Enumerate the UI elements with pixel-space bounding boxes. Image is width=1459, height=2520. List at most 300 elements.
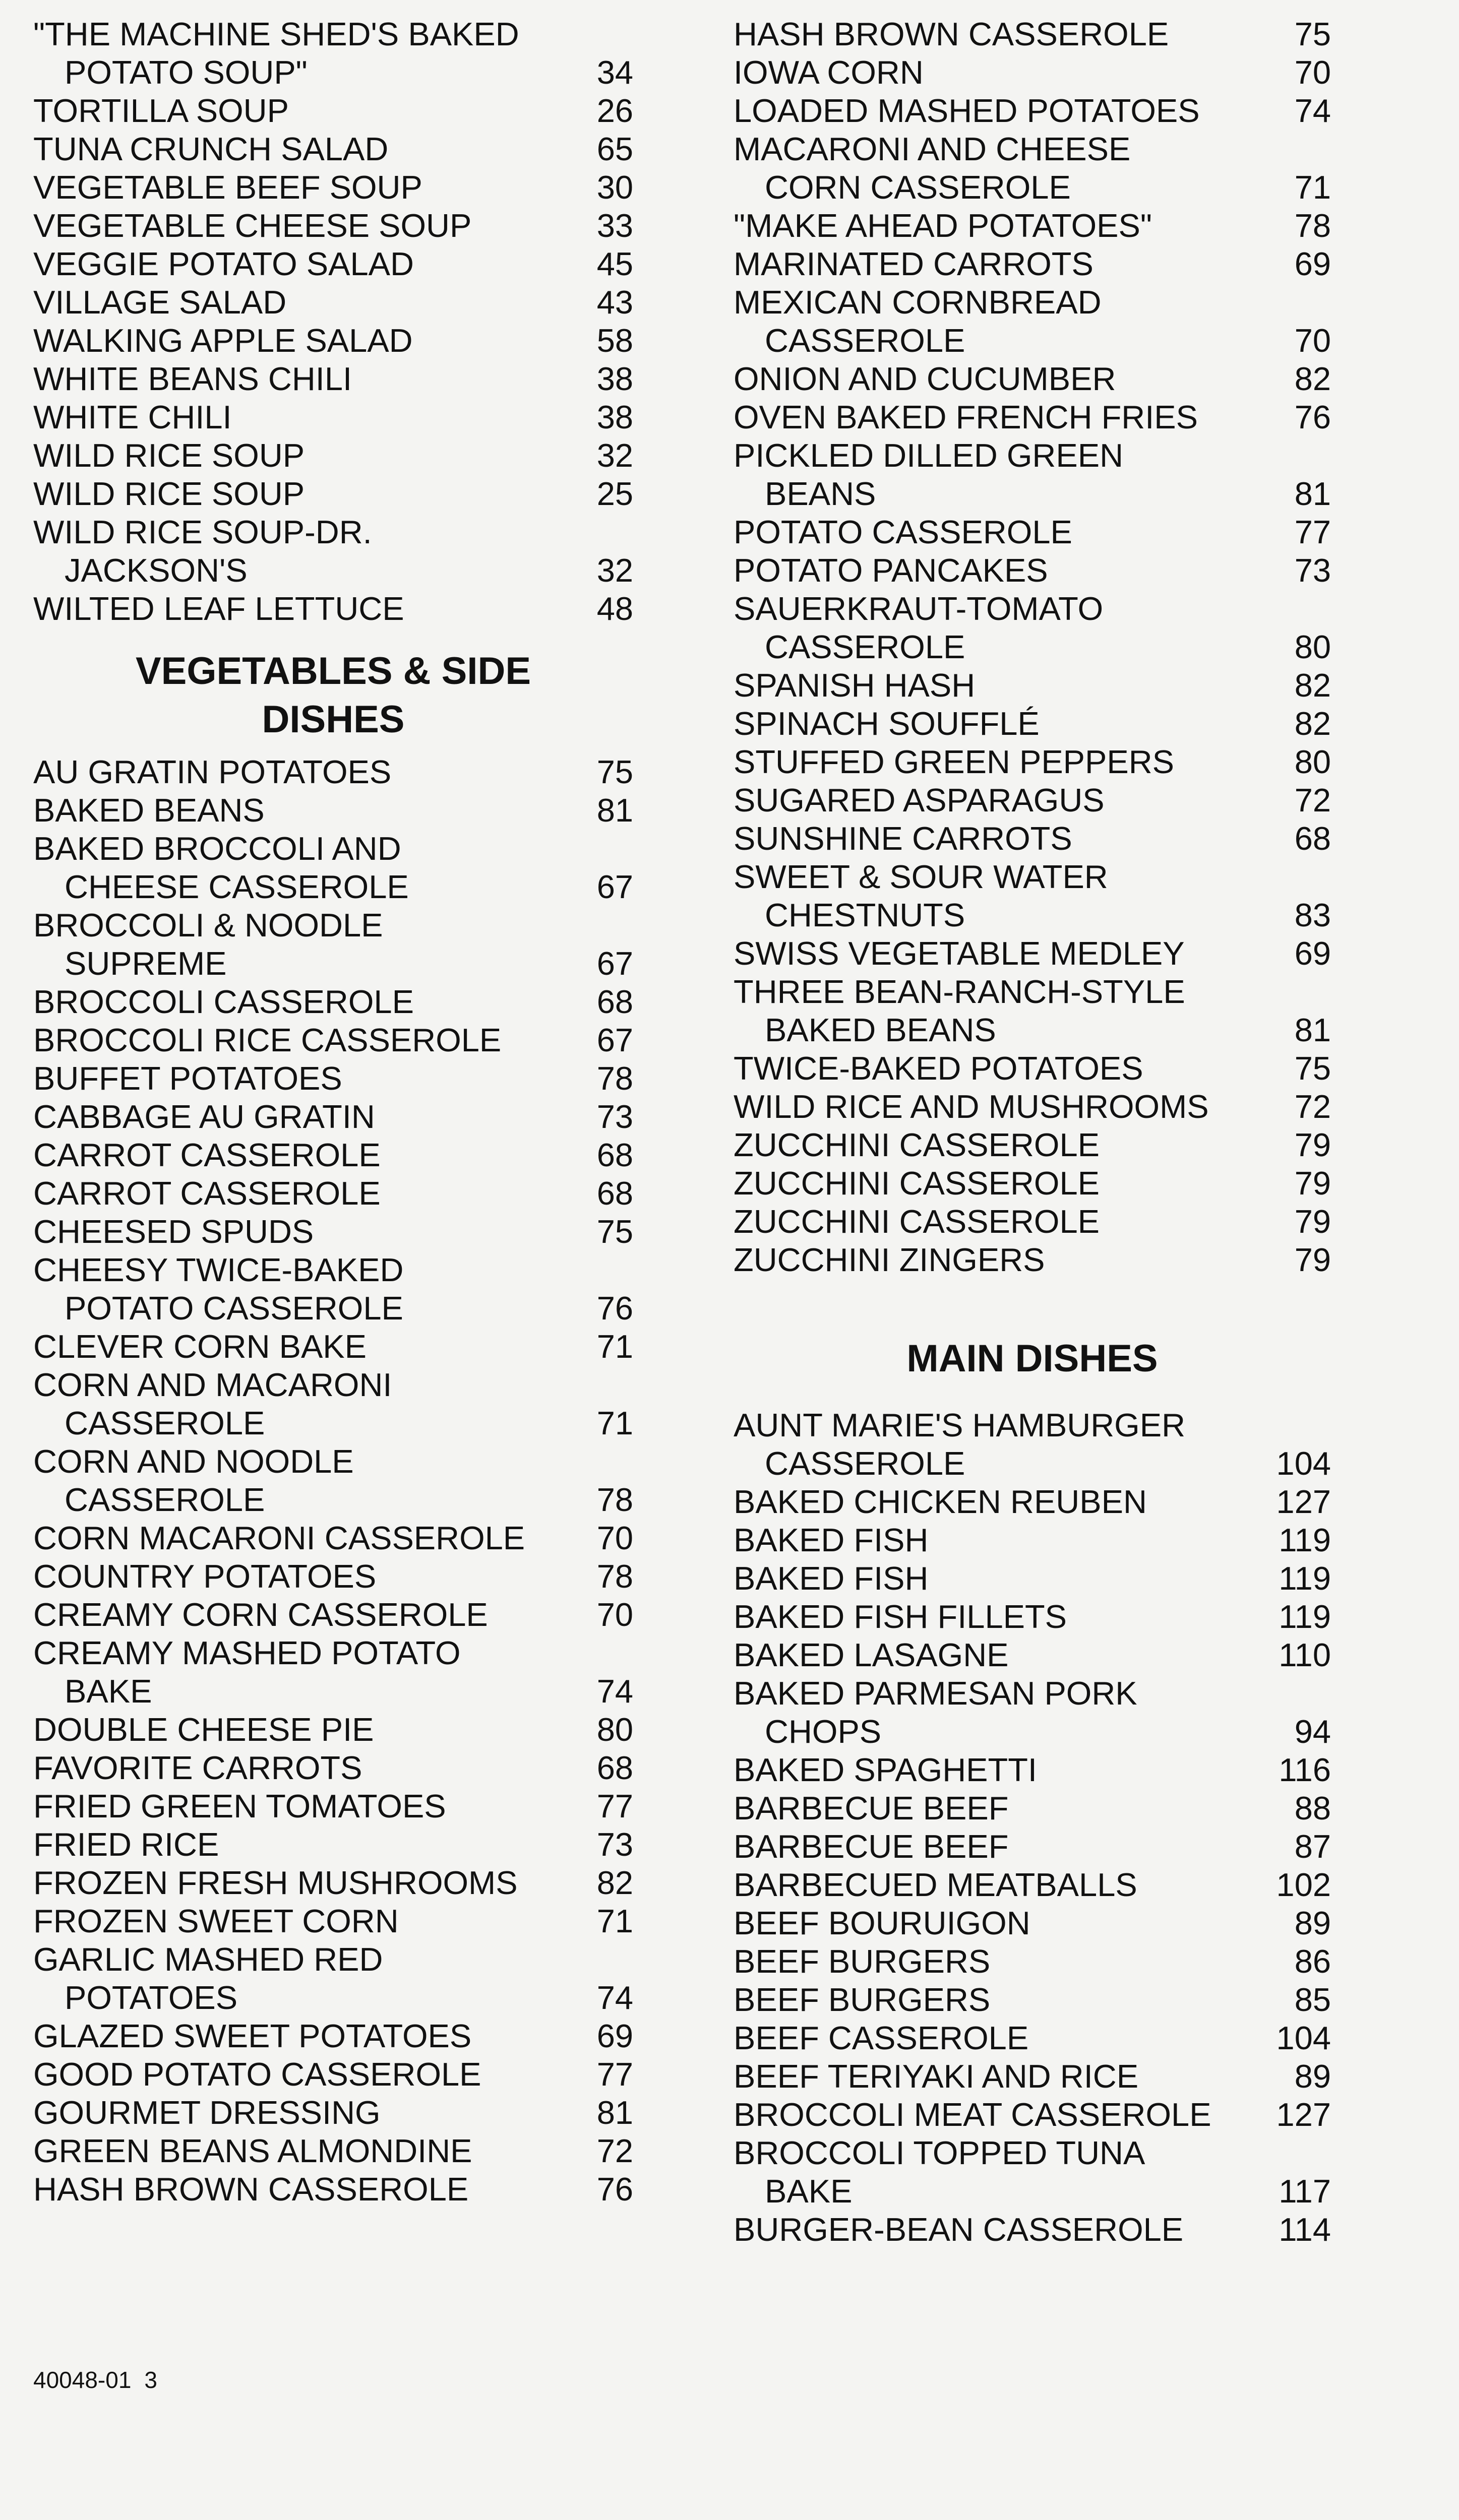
index-entry xyxy=(734,1598,1331,1636)
index-entry xyxy=(33,944,633,983)
entry-page-number: 72 xyxy=(1294,782,1331,818)
entry-page-number: 117 xyxy=(1279,2173,1331,2210)
index-entry xyxy=(33,245,633,283)
entry-page-number: 80 xyxy=(1294,743,1331,780)
entry-page-number: 82 xyxy=(1294,667,1331,704)
entry-page-number: 25 xyxy=(596,475,633,512)
entry-page-number: 67 xyxy=(596,868,633,905)
entry-page-number: 85 xyxy=(1294,1981,1331,2018)
entry-title: BROCCOLI CASSEROLE xyxy=(33,983,414,1020)
entry-title: GLAZED SWEET POTATOES xyxy=(33,2018,472,2054)
entry-page-number: 38 xyxy=(596,399,633,435)
index-entry xyxy=(734,1713,1331,1751)
index-entry xyxy=(734,283,1331,322)
entry-title: SUGARED ASPARAGUS xyxy=(734,782,1105,818)
entry-page-number: 80 xyxy=(1294,628,1331,665)
entry-page-number: 70 xyxy=(596,1520,633,1556)
entry-title: COUNTRY POTATOES xyxy=(33,1558,377,1595)
section-spacer xyxy=(734,1279,1331,1335)
entry-page-number: 94 xyxy=(1294,1713,1331,1750)
index-entry xyxy=(734,398,1331,436)
index-entry xyxy=(734,1981,1331,2019)
index-entry xyxy=(734,2211,1331,2249)
section-spacer xyxy=(33,744,633,753)
left-column xyxy=(33,15,633,2209)
page-footer xyxy=(33,2365,157,2395)
index-entry xyxy=(734,1789,1331,1828)
entry-title: TORTILLA SOUP xyxy=(33,92,289,129)
entry-title: BEEF BURGERS xyxy=(734,1943,991,1980)
entry-title: WALKING APPLE SALAD xyxy=(33,322,413,359)
entry-page-number: 74 xyxy=(596,1673,633,1710)
entry-page-number: 72 xyxy=(596,2132,633,2169)
entry-page-number: 68 xyxy=(596,1137,633,1173)
index-entry xyxy=(33,1940,633,1979)
index-entry xyxy=(33,753,633,791)
entry-title: JACKSON'S xyxy=(65,552,248,589)
entry-title: CARROT CASSEROLE xyxy=(33,1137,381,1173)
index-entry xyxy=(33,1251,633,1289)
entry-title: CHOPS xyxy=(765,1713,882,1750)
entry-title: BROCCOLI RICE CASSEROLE xyxy=(33,1022,502,1058)
entry-title: AUNT MARIE'S HAMBURGER xyxy=(734,1407,1186,1443)
entry-title: ZUCCHINI CASSEROLE xyxy=(734,1126,1100,1163)
index-entry xyxy=(33,1557,633,1596)
index-entry xyxy=(734,666,1331,705)
footer-page-number: 3 xyxy=(144,2367,157,2393)
entry-page-number: 104 xyxy=(1276,2020,1331,2056)
index-entry xyxy=(33,2132,633,2170)
index-entry xyxy=(734,2172,1331,2211)
index-entry xyxy=(33,15,633,53)
entry-page-number: 104 xyxy=(1276,1445,1331,1482)
entry-page-number: 69 xyxy=(1294,245,1331,282)
index-entry xyxy=(33,1634,633,1672)
index-entry xyxy=(33,1442,633,1481)
index-entry xyxy=(734,168,1331,207)
index-entry xyxy=(33,906,633,944)
index-entry xyxy=(734,896,1331,934)
entry-title: VEGGIE POTATO SALAD xyxy=(33,245,414,282)
entry-title: GREEN BEANS ALMONDINE xyxy=(33,2132,472,2169)
entry-title: SWISS VEGETABLE MEDLEY xyxy=(734,935,1185,972)
entry-page-number: 78 xyxy=(596,1481,633,1518)
index-entry xyxy=(33,1596,633,1634)
index-entry xyxy=(734,705,1331,743)
index-entry xyxy=(734,2134,1331,2172)
entry-page-number: 86 xyxy=(1294,1943,1331,1980)
entry-title: CHESTNUTS xyxy=(765,897,965,933)
entry-page-number: 78 xyxy=(596,1558,633,1595)
entry-title: BAKED FISH FILLETS xyxy=(734,1598,1067,1635)
entry-title: BAKED SPAGHETTI xyxy=(734,1751,1037,1788)
entry-title: BEEF BURGERS xyxy=(734,1981,991,2018)
entry-page-number: 110 xyxy=(1279,1636,1331,1673)
index-entry xyxy=(33,1481,633,1519)
entry-page-number: 32 xyxy=(596,552,633,589)
index-entry xyxy=(734,245,1331,283)
entry-title: WILD RICE AND MUSHROOMS xyxy=(734,1088,1209,1125)
index-entry xyxy=(734,1942,1331,1981)
entry-title: POTATO PANCAKES xyxy=(734,552,1048,589)
entry-title: OVEN BAKED FRENCH FRIES xyxy=(734,399,1198,435)
entry-page-number: 48 xyxy=(596,590,633,627)
index-entry xyxy=(734,934,1331,973)
section-heading-line: MAIN DISHES xyxy=(906,1337,1158,1380)
entry-page-number: 82 xyxy=(1294,705,1331,742)
index-entry xyxy=(734,360,1331,398)
section-spacer xyxy=(33,628,633,647)
entry-title: POTATO CASSEROLE xyxy=(734,514,1072,550)
entry-page-number: 69 xyxy=(1294,935,1331,972)
entry-page-number: 81 xyxy=(596,792,633,829)
entry-title: IOWA CORN xyxy=(734,54,924,91)
index-entry xyxy=(33,283,633,322)
index-entry xyxy=(734,973,1331,1011)
entry-page-number: 68 xyxy=(1294,820,1331,857)
entry-page-number: 75 xyxy=(1294,16,1331,52)
entry-title: MEXICAN CORNBREAD xyxy=(734,284,1102,321)
index-entry xyxy=(734,1406,1331,1444)
entry-title: BAKED BROCCOLI AND xyxy=(33,830,401,867)
entry-page-number: 76 xyxy=(596,1290,633,1327)
entry-title: LOADED MASHED POTATOES xyxy=(734,92,1200,129)
index-entry xyxy=(33,2055,633,2094)
index-entry xyxy=(734,628,1331,666)
entry-page-number: 88 xyxy=(1294,1790,1331,1826)
entry-title: SPINACH SOUFFLÉ xyxy=(734,705,1040,742)
index-entry xyxy=(33,868,633,906)
index-entry xyxy=(734,53,1331,92)
entry-page-number: 32 xyxy=(596,437,633,474)
index-entry xyxy=(33,1136,633,1174)
index-entry xyxy=(734,1126,1331,1164)
entry-title: CREAMY CORN CASSEROLE xyxy=(33,1596,488,1633)
entry-title: FROZEN SWEET CORN xyxy=(33,1903,399,1939)
index-entry xyxy=(33,322,633,360)
entry-page-number: 70 xyxy=(1294,322,1331,359)
index-entry xyxy=(734,1674,1331,1713)
entry-page-number: 67 xyxy=(596,945,633,982)
entry-page-number: 68 xyxy=(596,983,633,1020)
entry-title: CASSEROLE xyxy=(65,1481,265,1518)
entry-title: SPANISH HASH xyxy=(734,667,976,704)
entry-title: FRIED GREEN TOMATOES xyxy=(33,1788,446,1824)
index-entry xyxy=(33,1864,633,1902)
index-entry xyxy=(734,1444,1331,1483)
entry-title: WILD RICE SOUP-DR. xyxy=(33,514,372,550)
entry-page-number: 79 xyxy=(1294,1165,1331,1202)
entry-title: WILD RICE SOUP xyxy=(33,437,305,474)
index-entry xyxy=(33,1825,633,1864)
entry-title: BROCCOLI TOPPED TUNA xyxy=(734,2134,1145,2171)
entry-title: BAKED FISH xyxy=(734,1560,929,1597)
entry-page-number: 73 xyxy=(596,1098,633,1135)
entry-page-number: 89 xyxy=(1294,2058,1331,2095)
index-entry xyxy=(734,1203,1331,1241)
entry-title: POTATOES xyxy=(65,1979,238,2016)
entry-page-number: 127 xyxy=(1276,2096,1331,2133)
entry-page-number: 82 xyxy=(596,1864,633,1901)
entry-title: BARBECUE BEEF xyxy=(734,1790,1009,1826)
entry-title: CABBAGE AU GRATIN xyxy=(33,1098,375,1135)
entry-page-number: 75 xyxy=(596,1213,633,1250)
entry-title: SWEET & SOUR WATER xyxy=(734,858,1108,895)
section-spacer xyxy=(734,1383,1331,1406)
entry-title: BEEF TERIYAKI AND RICE xyxy=(734,2058,1139,2095)
index-entry xyxy=(734,1828,1331,1866)
entry-page-number: 71 xyxy=(596,1328,633,1365)
entry-title: CORN MACARONI CASSEROLE xyxy=(33,1520,525,1556)
index-entry xyxy=(734,551,1331,590)
entry-title: WILD RICE SOUP xyxy=(33,475,305,512)
index-entry xyxy=(33,513,633,551)
entry-page-number: 45 xyxy=(596,245,633,282)
index-entry xyxy=(734,1049,1331,1088)
entry-title: FROZEN FRESH MUSHROOMS xyxy=(33,1864,518,1901)
entry-page-number: 80 xyxy=(596,1711,633,1748)
entry-page-number: 89 xyxy=(1294,1905,1331,1941)
entry-page-number: 78 xyxy=(1294,207,1331,244)
index-entry xyxy=(734,1483,1331,1521)
entry-title: FRIED RICE xyxy=(33,1826,219,1863)
entry-page-number: 127 xyxy=(1276,1483,1331,1520)
entry-title: BAKE xyxy=(765,2173,853,2210)
entry-title: TUNA CRUNCH SALAD xyxy=(33,131,389,167)
index-entry xyxy=(734,475,1331,513)
entry-page-number: 119 xyxy=(1279,1560,1331,1597)
entry-title: BAKED CHICKEN REUBEN xyxy=(734,1483,1147,1520)
index-entry xyxy=(734,2057,1331,2096)
entry-page-number: 87 xyxy=(1294,1828,1331,1865)
entry-title: WILTED LEAF LETTUCE xyxy=(33,590,404,627)
entry-title: SUNSHINE CARROTS xyxy=(734,820,1072,857)
entry-title: CASSEROLE xyxy=(765,322,965,359)
entry-page-number: 73 xyxy=(1294,552,1331,589)
index-entry xyxy=(33,2170,633,2209)
entry-title: AU GRATIN POTATOES xyxy=(33,753,392,790)
entry-title: BAKED BEANS xyxy=(33,792,265,829)
index-entry xyxy=(734,1164,1331,1203)
index-entry xyxy=(33,1979,633,2017)
entry-page-number: 30 xyxy=(596,169,633,206)
entry-title: ONION AND CUCUMBER xyxy=(734,360,1116,397)
entry-title: "MAKE AHEAD POTATOES" xyxy=(734,207,1152,244)
entry-page-number: 70 xyxy=(596,1596,633,1633)
index-entry xyxy=(33,1174,633,1213)
entry-page-number: 74 xyxy=(1294,92,1331,129)
entry-title: CHEESY TWICE-BAKED xyxy=(33,1251,404,1288)
index-entry xyxy=(33,590,633,628)
index-entry xyxy=(33,1749,633,1787)
entry-page-number: 34 xyxy=(596,54,633,91)
entry-page-number: 119 xyxy=(1279,1598,1331,1635)
entry-page-number: 81 xyxy=(596,2094,633,2131)
index-entry xyxy=(33,436,633,475)
entry-page-number: 73 xyxy=(596,1826,633,1863)
entry-title: BUFFET POTATOES xyxy=(33,1060,342,1097)
entry-page-number: 102 xyxy=(1276,1866,1331,1903)
index-entry xyxy=(734,1636,1331,1674)
entry-title: BEEF BOURUIGON xyxy=(734,1905,1030,1941)
section-heading xyxy=(734,1335,1331,1383)
entry-title: CASSEROLE xyxy=(765,628,965,665)
entry-page-number: 38 xyxy=(596,360,633,397)
footer-code: 40048-01 xyxy=(33,2367,132,2393)
index-entry xyxy=(33,1366,633,1404)
index-entry xyxy=(33,130,633,168)
entry-page-number: 70 xyxy=(1294,54,1331,91)
index-entry xyxy=(734,1521,1331,1559)
entry-title: CLEVER CORN BAKE xyxy=(33,1328,367,1365)
entry-title: FAVORITE CARROTS xyxy=(33,1749,362,1786)
entry-title: HASH BROWN CASSEROLE xyxy=(734,16,1169,52)
entry-page-number: 76 xyxy=(596,2171,633,2208)
index-entry xyxy=(33,830,633,868)
index-entry xyxy=(33,1902,633,1940)
entry-title: POTATO SOUP" xyxy=(65,54,308,91)
entry-title: CORN AND NOODLE xyxy=(33,1443,354,1480)
index-entry xyxy=(734,1088,1331,1126)
entry-page-number: 116 xyxy=(1279,1751,1331,1788)
entry-page-number: 82 xyxy=(1294,360,1331,397)
entry-title: BAKED LASAGNE xyxy=(734,1636,1009,1673)
entry-page-number: 76 xyxy=(1294,399,1331,435)
section-heading-line: VEGETABLES & SIDE xyxy=(135,650,531,692)
entry-title: BAKED PARMESAN PORK xyxy=(734,1675,1137,1712)
index-entry xyxy=(33,1328,633,1366)
entry-title: CREAMY MASHED POTATO xyxy=(33,1634,461,1671)
section-heading xyxy=(33,647,633,744)
entry-title: BROCCOLI MEAT CASSEROLE xyxy=(734,2096,1211,2133)
entry-title: CORN CASSEROLE xyxy=(765,169,1071,206)
index-entry xyxy=(734,92,1331,130)
entry-title: POTATO CASSEROLE xyxy=(65,1290,403,1327)
entry-title: TWICE-BAKED POTATOES xyxy=(734,1050,1143,1087)
entry-title: HASH BROWN CASSEROLE xyxy=(33,2171,469,2208)
index-entry xyxy=(33,92,633,130)
entry-title: GOOD POTATO CASSEROLE xyxy=(33,2056,481,2093)
entry-title: CASSEROLE xyxy=(65,1405,265,1441)
entry-page-number: 71 xyxy=(596,1903,633,1939)
index-entry xyxy=(33,1213,633,1251)
entry-title: STUFFED GREEN PEPPERS xyxy=(734,743,1175,780)
entry-page-number: 71 xyxy=(596,1405,633,1441)
entry-title: BAKED BEANS xyxy=(765,1012,996,1048)
index-entry xyxy=(33,2017,633,2055)
index-entry xyxy=(33,53,633,92)
index-entry xyxy=(33,1098,633,1136)
entry-page-number: 78 xyxy=(596,1060,633,1097)
entry-page-number: 77 xyxy=(596,2056,633,2093)
entry-page-number: 33 xyxy=(596,207,633,244)
entry-page-number: 79 xyxy=(1294,1241,1331,1278)
entry-page-number: 83 xyxy=(1294,897,1331,933)
entry-page-number: 75 xyxy=(1294,1050,1331,1087)
entry-page-number: 77 xyxy=(596,1788,633,1824)
entry-title: BARBECUED MEATBALLS xyxy=(734,1866,1137,1903)
entry-page-number: 72 xyxy=(1294,1088,1331,1125)
index-entry xyxy=(734,1866,1331,1904)
entry-page-number: 58 xyxy=(596,322,633,359)
entry-page-number: 79 xyxy=(1294,1203,1331,1240)
entry-page-number: 114 xyxy=(1279,2211,1331,2248)
entry-page-number: 71 xyxy=(1294,169,1331,206)
entry-title: CARROT CASSEROLE xyxy=(33,1175,381,1212)
entry-page-number: 67 xyxy=(596,1022,633,1058)
entry-page-number: 74 xyxy=(596,1979,633,2016)
entry-title: BAKE xyxy=(65,1673,152,1710)
entry-title: BROCCOLI & NOODLE xyxy=(33,907,383,943)
index-entry xyxy=(33,360,633,398)
index-entry xyxy=(33,1059,633,1098)
entry-page-number: 69 xyxy=(596,2018,633,2054)
entry-title: VEGETABLE CHEESE SOUP xyxy=(33,207,472,244)
index-entry xyxy=(734,820,1331,858)
index-entry xyxy=(33,2094,633,2132)
entry-title: ZUCCHINI ZINGERS xyxy=(734,1241,1045,1278)
entry-title: ZUCCHINI CASSEROLE xyxy=(734,1165,1100,1202)
index-entry xyxy=(33,1711,633,1749)
index-entry xyxy=(33,1021,633,1059)
index-entry xyxy=(33,791,633,830)
entry-title: BARBECUE BEEF xyxy=(734,1828,1009,1865)
entry-title: WHITE BEANS CHILI xyxy=(33,360,352,397)
entry-title: BAKED FISH xyxy=(734,1522,929,1558)
entry-title: PICKLED DILLED GREEN xyxy=(734,437,1124,474)
entry-page-number: 79 xyxy=(1294,1126,1331,1163)
index-entry xyxy=(734,130,1331,168)
index-entry xyxy=(734,1904,1331,1942)
index-entry xyxy=(734,1011,1331,1049)
entry-title: WHITE CHILI xyxy=(33,399,232,435)
entry-title: ZUCCHINI CASSEROLE xyxy=(734,1203,1100,1240)
entry-page-number: 43 xyxy=(596,284,633,321)
index-entry xyxy=(33,1404,633,1442)
index-entry xyxy=(734,322,1331,360)
index-entry xyxy=(734,1241,1331,1279)
index-entry xyxy=(734,15,1331,53)
entry-page-number: 77 xyxy=(1294,514,1331,550)
index-entry xyxy=(734,2096,1331,2134)
index-entry xyxy=(734,436,1331,475)
entry-title: SAUERKRAUT-TOMATO xyxy=(734,590,1104,627)
index-entry xyxy=(33,1787,633,1825)
index-entry xyxy=(734,1559,1331,1598)
index-entry xyxy=(734,781,1331,820)
index-entry xyxy=(33,1289,633,1328)
index-entry xyxy=(33,475,633,513)
index-entry xyxy=(734,858,1331,896)
entry-title: VEGETABLE BEEF SOUP xyxy=(33,169,422,206)
entry-page-number: 68 xyxy=(596,1749,633,1786)
entry-page-number: 26 xyxy=(596,92,633,129)
index-entry xyxy=(33,207,633,245)
entry-page-number: 68 xyxy=(596,1175,633,1212)
entry-title: CHEESED SPUDS xyxy=(33,1213,314,1250)
entry-title: MACARONI AND CHEESE xyxy=(734,131,1131,167)
entry-title: GOURMET DRESSING xyxy=(33,2094,381,2131)
entry-page-number: 65 xyxy=(596,131,633,167)
entry-title: BEEF CASSEROLE xyxy=(734,2020,1029,2056)
entry-title: CASSEROLE xyxy=(765,1445,965,1482)
index-entry xyxy=(734,207,1331,245)
index-entry xyxy=(33,168,633,207)
entry-title: BURGER-BEAN CASSEROLE xyxy=(734,2211,1184,2248)
entry-title: "THE MACHINE SHED'S BAKED xyxy=(33,16,519,52)
index-entry xyxy=(33,983,633,1021)
entry-page-number: 81 xyxy=(1294,475,1331,512)
